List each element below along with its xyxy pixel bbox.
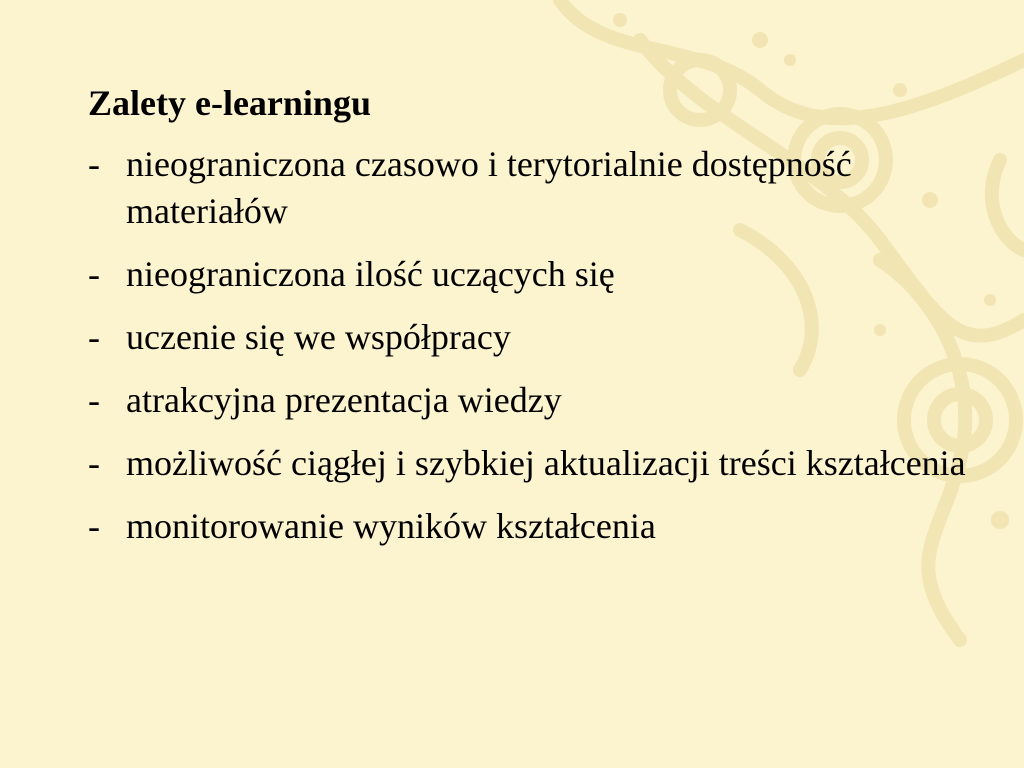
slide-content — [88, 79, 968, 566]
bullet-text: możliwość ciągłej i szybkiej aktualizacji treści kształcenia — [126, 443, 966, 483]
bullet-text: monitorowanie wyników kształcenia — [126, 506, 656, 546]
bullet-dash: - — [88, 380, 100, 420]
bullet-text: atrakcyjna prezentacja wiedzy — [126, 380, 562, 420]
bullet-dash: - — [88, 144, 100, 184]
bullet-dash: - — [88, 254, 100, 294]
bullet-list — [88, 141, 968, 550]
bullet-item — [88, 440, 968, 487]
bullet-dash: - — [88, 506, 100, 546]
bullet-item — [88, 314, 968, 361]
bullet-item — [88, 251, 968, 298]
slide-title: Zalety e-learningu — [88, 83, 371, 123]
bullet-text: uczenie się we współpracy — [126, 317, 511, 357]
bullet-dash: - — [88, 317, 100, 357]
bullet-item — [88, 141, 968, 235]
bullet-text: nieograniczona czasowo i terytorialnie dostępność materiałów — [126, 144, 852, 231]
bullet-item — [88, 503, 968, 550]
bullet-item — [88, 377, 968, 424]
bullet-dash: - — [88, 443, 100, 483]
bullet-text: nieograniczona ilość uczących się — [126, 254, 615, 294]
